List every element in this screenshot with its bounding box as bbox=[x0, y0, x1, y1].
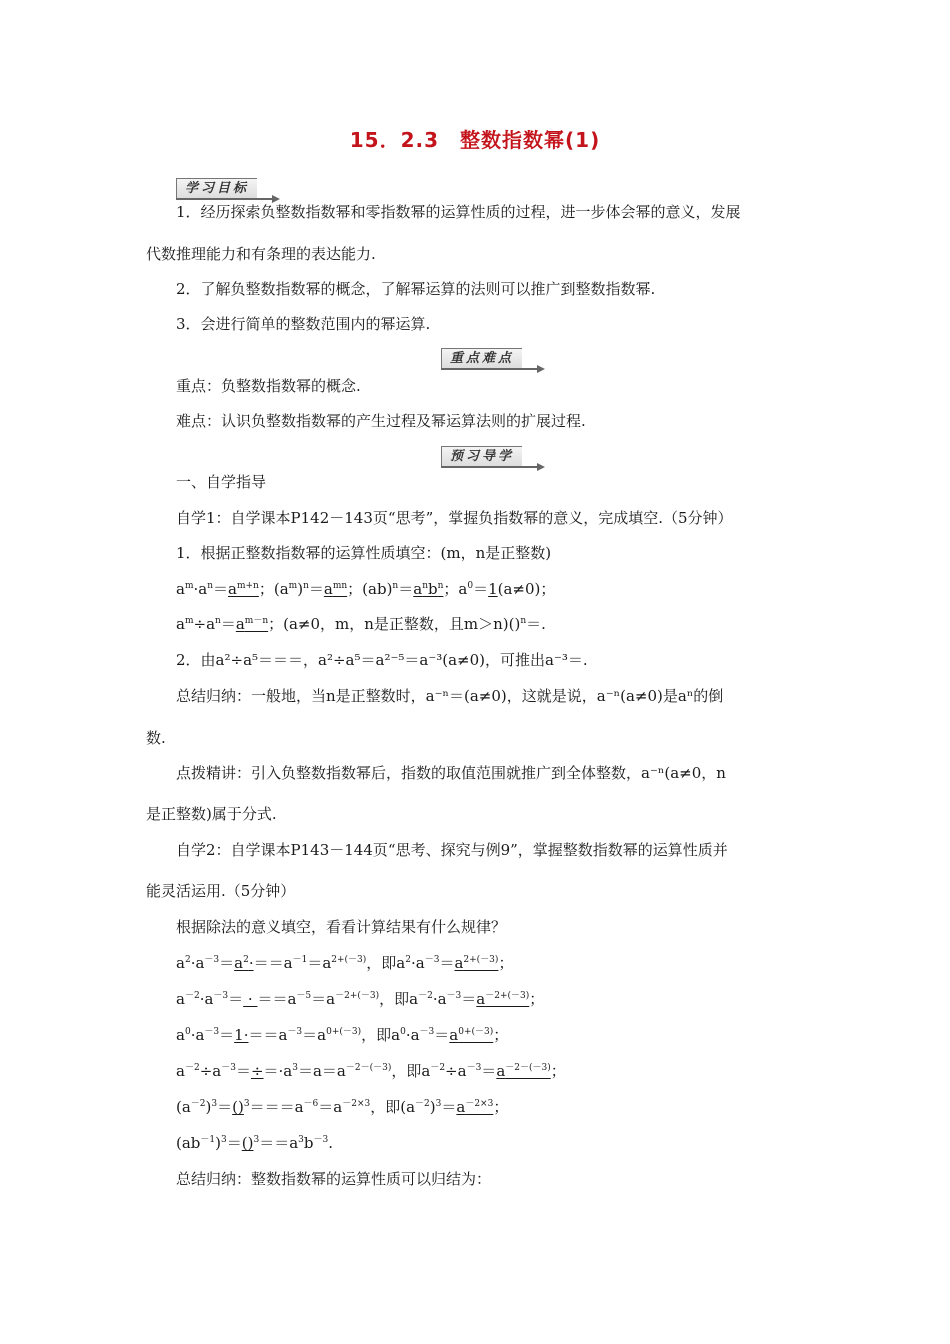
formula-line-2: $a^m\div a^n=a^{m-n}$；(a≠0，m，n是正整数，且m＞n)()$^n$＝. bbox=[176, 615, 546, 633]
objectives-banner bbox=[176, 176, 280, 202]
question-1: 1．根据正整数指数幂的运算性质填空：(m，n是正整数) bbox=[176, 544, 552, 562]
formula-line-1: $a^m\cdot a^n=a^{m+n}$；$(a^m)^n=a^{mn}$；$(ab)^n=a^nb^n$；$a^0=1(a\ne 0)$； bbox=[176, 580, 556, 598]
objectives-banner-label: 学习目标 bbox=[176, 178, 257, 200]
objective-1: 1．经历探索负整数指数幂和零指数幂的运算性质的过程，进一步体会幂的意义，发展 bbox=[176, 203, 741, 221]
key-points-banner-label: 重点难点 bbox=[441, 348, 522, 370]
tip: 点拨精讲：引入负整数指数幂后，指数的取值范围就推广到全体整数，a⁻ⁿ(a≠0，n bbox=[176, 764, 726, 782]
key-point: 重点：负整数指数幂的概念. bbox=[176, 377, 361, 395]
objective-2: 2．了解负整数指数幂的概念，了解幂运算的法则可以推广到整数指数幂. bbox=[176, 280, 656, 298]
calc-line-3: $a^0\cdot a^{-3}=1\cdot==a^{-3}=a^{0+(-3)}$，即$a^0\cdot a^{-3}=a^{0+(-3)}$； bbox=[176, 1026, 509, 1044]
calc-line-2: $a^{-2}\cdot a^{-3}= \cdot ==a^{-5}=a^{-2+(-3)}$，即$a^{-2}\cdot a^{-3}=a^{-2+(-3)}$； bbox=[176, 990, 545, 1008]
key-points-banner bbox=[441, 346, 545, 372]
objective-3: 3．会进行简单的整数范围内的幂运算. bbox=[176, 315, 431, 333]
objective-1-cont: 代数推理能力和有条理的表达能力. bbox=[146, 245, 376, 263]
section-heading: 一、自学指导 bbox=[176, 473, 267, 491]
tip-cont: 是正整数)属于分式. bbox=[146, 805, 277, 823]
study-2: 自学2：自学课本P143－144页“思考、探究与例9”，掌握整数指数幂的运算性质并 bbox=[176, 841, 728, 859]
calc-line-6: $(ab^{-1})^3=()^3==a^3b^{-3}$. bbox=[176, 1134, 334, 1152]
prompt: 根据除法的意义填空，看看计算结果有什么规律？ bbox=[176, 918, 507, 936]
preview-banner bbox=[441, 444, 545, 470]
preview-banner-label: 预习导学 bbox=[441, 446, 522, 468]
banner-rule bbox=[441, 368, 537, 370]
arrow-right-icon bbox=[537, 463, 545, 471]
banner-rule bbox=[441, 466, 537, 468]
question-2: 2．由a²÷a⁵＝＝＝，a²÷a⁵＝a²⁻⁵＝a⁻³(a≠0)，可推出a⁻³＝. bbox=[176, 651, 588, 669]
calc-line-5: $(a^{-2})^3=()^3===a^{-6}=a^{-2\times 3}$，即$(a^{-2})^3=a^{-2\times 3}$； bbox=[176, 1098, 509, 1116]
arrow-right-icon bbox=[537, 365, 545, 373]
summary-1: 总结归纳：一般地，当n是正整数时，a⁻ⁿ＝(a≠0)，这就是说，a⁻ⁿ(a≠0)是aⁿ的倒 bbox=[176, 687, 724, 705]
banner-rule bbox=[176, 198, 272, 200]
study-2-cont: 能灵活运用.（5分钟） bbox=[146, 882, 296, 900]
calc-line-4: $a^{-2}\div a^{-3}=\div=\cdot a^3=a=a^{-2-(-3)}$，即$a^{-2}\div a^{-3}=a^{-2-(-3)}$； bbox=[176, 1062, 566, 1080]
summary-1-cont: 数. bbox=[146, 729, 166, 747]
difficult-point: 难点：认识负整数指数幂的产生过程及幂运算法则的扩展过程. bbox=[176, 412, 586, 430]
page-title: 15．2.3 整数指数幂(1) bbox=[349, 128, 601, 152]
study-1: 自学1：自学课本P142－143页“思考”，掌握负指数幂的意义，完成填空.（5分钟） bbox=[176, 509, 733, 527]
summary-2: 总结归纳：整数指数幂的运算性质可以归结为： bbox=[176, 1170, 492, 1188]
calc-line-1: $a^2\cdot a^{-3}=a^2\cdot==a^{-1}=a^{2+(-3)}$，即$a^2\cdot a^{-3}=a^{2+(-3)}$； bbox=[176, 954, 514, 972]
